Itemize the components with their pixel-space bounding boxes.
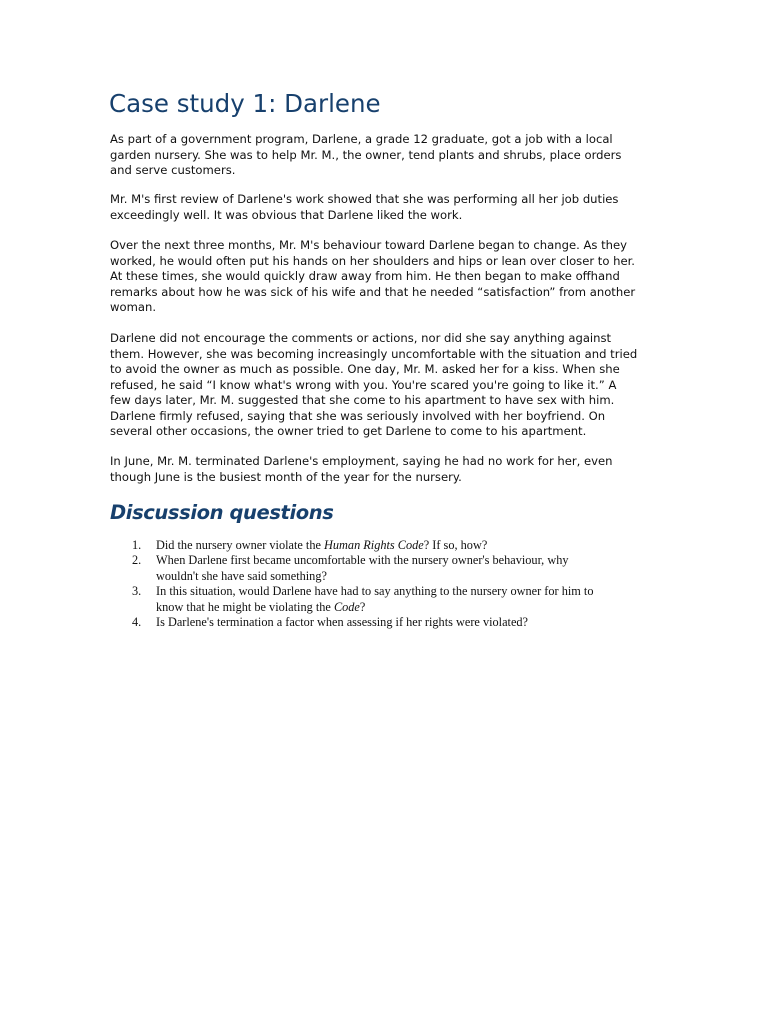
paragraph-line: to avoid the owner as much as possible. One day, Mr. M. asked her for a kiss. When she — [110, 362, 620, 376]
paragraph-line: refused, he said “I know what's wrong with you. You're scared you're going to like it.” A — [110, 377, 617, 392]
paragraph-line: though June is the busiest month of the year for the nursery. — [110, 469, 462, 484]
question-text — [156, 538, 593, 553]
paragraph-line: Over the next three months, Mr. M's behaviour toward Darlene began to change. As they — [110, 238, 628, 252]
paragraph-line: them. However, she was becoming increasingly uncomfortable with the situation and tried — [110, 346, 638, 361]
paragraph-line: garden nursery. She was to help Mr. M., the owner, tend plants and shrubs, place orders — [110, 147, 622, 162]
question-text: In this situation, would Darlene have had to say anything to the nursery owner for him to — [156, 584, 594, 599]
question-italic-term: Code — [333, 599, 360, 614]
paragraph-line: At these times, she would quickly draw away from him. He then began to make offhand — [110, 269, 620, 283]
question-text-part: know that he might be violating the — [156, 599, 334, 614]
paragraph-line: As part of a government program, Darlene, a grade 12 graduate, got a job with a local — [110, 132, 613, 146]
question-text-part: ? If so, how? — [423, 538, 488, 552]
paragraph-line: Darlene did not encourage the comments or actions, nor did she say anything against — [110, 331, 612, 345]
paragraph-line: exceedingly well. It was obvious that Darlene liked the work. — [110, 207, 463, 222]
paragraph-line: several other occasions, the owner tried to get Darlene to come to his apartment. — [110, 424, 587, 438]
discussion-question — [110, 615, 593, 630]
paragraph-intro — [110, 132, 670, 179]
paragraph-line: woman. — [110, 300, 157, 314]
paragraph-line: worked, he would often put his hands on her shoulders and hips or lean over closer to her. — [110, 253, 635, 268]
question-text-part: Did the nursery owner violate the — [156, 538, 325, 552]
paragraph-behaviour — [110, 238, 670, 316]
paragraph-line: Mr. M's first review of Darlene's work showed that she was performing all her job duties — [110, 192, 619, 206]
discussion-question — [110, 584, 593, 615]
paragraph-termination — [110, 454, 670, 485]
question-text-part: ? — [359, 599, 366, 614]
paragraph-line: remarks about how he was sick of his wife and that he needed “satisfaction” from another — [110, 284, 636, 299]
question-number: 4. — [132, 615, 142, 630]
question-italic-term: Human Rights Code — [324, 538, 424, 552]
paragraph-line: and serve customers. — [110, 163, 236, 177]
question-number: 2. — [132, 553, 142, 568]
page-title: Case study 1: Darlene — [109, 89, 381, 118]
question-text: When Darlene first became uncomfortable with the nursery owner's behaviour, why — [156, 553, 569, 568]
section-heading: Discussion questions — [110, 501, 334, 524]
question-text: Is Darlene's termination a factor when assessing if her rights were violated? — [156, 615, 529, 630]
paragraph-line: In June, Mr. M. terminated Darlene's employment, saying he had no work for her, even — [110, 454, 613, 468]
discussion-question-list — [110, 538, 593, 630]
question-text: wouldn't she have said something? — [156, 568, 327, 583]
discussion-question — [110, 538, 593, 553]
question-text — [156, 600, 593, 615]
paragraph-line: Darlene firmly refused, saying that she was seriously involved with her boyfriend. On — [110, 408, 606, 423]
paragraph-line: few days later, Mr. M. suggested that she come to his apartment to have sex with him. — [110, 393, 615, 407]
paragraph-incidents — [110, 331, 670, 440]
question-number: 1. — [132, 538, 142, 552]
paragraph-review — [110, 192, 670, 223]
discussion-question — [110, 553, 593, 584]
question-number: 3. — [132, 584, 142, 599]
